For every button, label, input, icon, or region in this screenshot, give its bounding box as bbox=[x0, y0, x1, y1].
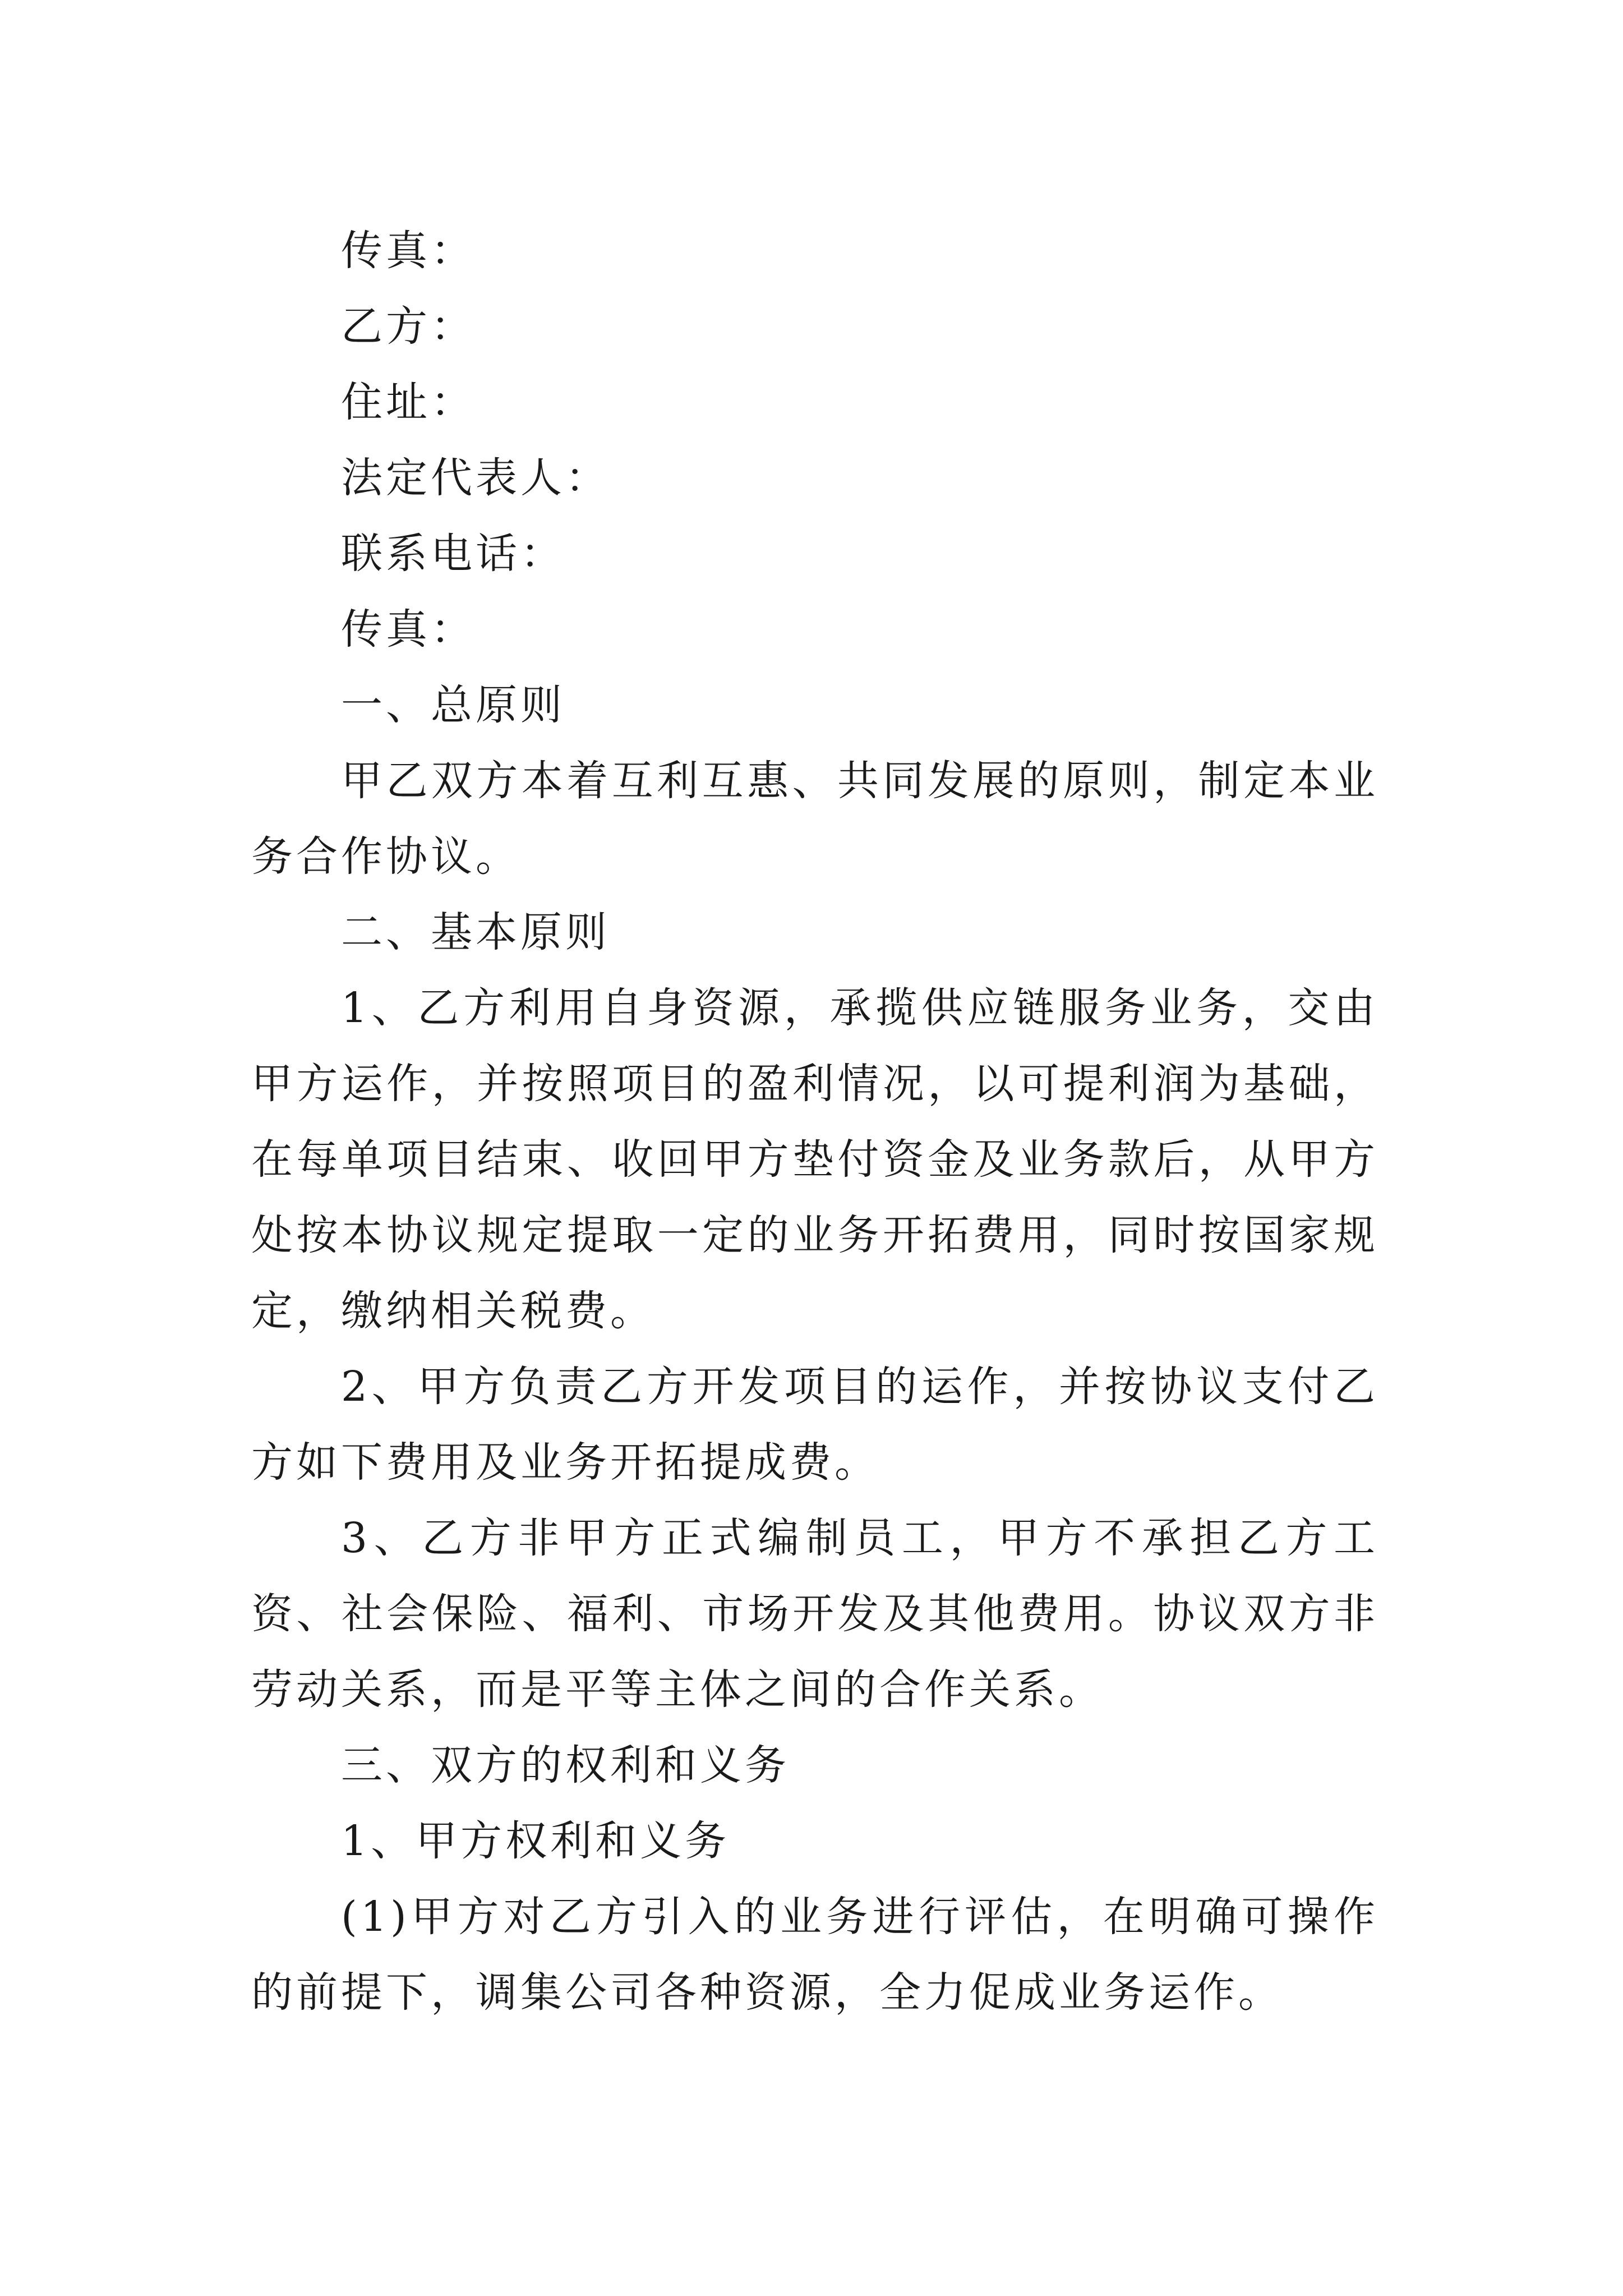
paragraph-general-principle: 甲乙双方本着互利互惠、共同发展的原则，制定本业务合作协议。 bbox=[251, 757, 1378, 881]
paragraph-basic-principle-2: 2、甲方负责乙方开发项目的运作，并按协议支付乙方如下费用及业务开拓提成费。 bbox=[251, 1363, 1378, 1487]
address-label: 住址： bbox=[341, 378, 476, 426]
phone-label: 联系电话： bbox=[341, 530, 565, 578]
party-b-label: 乙方： bbox=[341, 302, 476, 351]
section-heading-general-principle: 一、总原则 bbox=[341, 681, 565, 729]
document-body bbox=[251, 213, 1378, 2031]
section-heading-basic-principles: 二、基本原则 bbox=[341, 908, 610, 956]
subheading-party-a-rights: 1、甲方权利和义务 bbox=[341, 1817, 730, 1865]
fax-label-party-b: 传真： bbox=[341, 605, 476, 654]
legal-representative-label: 法定代表人： bbox=[341, 454, 610, 502]
paragraph-basic-principle-3: 3、乙方非甲方正式编制员工，甲方不承担乙方工资、社会保险、福利、市场开发及其他费用。协议双方非劳动关系，而是平等主体之间的合作关系。 bbox=[251, 1514, 1378, 1714]
fax-label-party-a: 传真： bbox=[341, 227, 476, 275]
paragraph-party-a-right-1: (1)甲方对乙方引入的业务进行评估，在明确可操作的前提下，调集公司各种资源，全力促成业务运作。 bbox=[251, 1893, 1378, 2017]
section-heading-rights-obligations: 三、双方的权利和义务 bbox=[341, 1741, 790, 1789]
paragraph-basic-principle-1: 1、乙方利用自身资源，承揽供应链服务业务，交由甲方运作，并按照项目的盈利情况，以可提利润为基础，在每单项目结束、收回甲方垫付资金及业务款后，从甲方处按本协议规定提取一定的业务开拓费用，同时按国家规定，缴纳相关税费。 bbox=[251, 984, 1378, 1335]
